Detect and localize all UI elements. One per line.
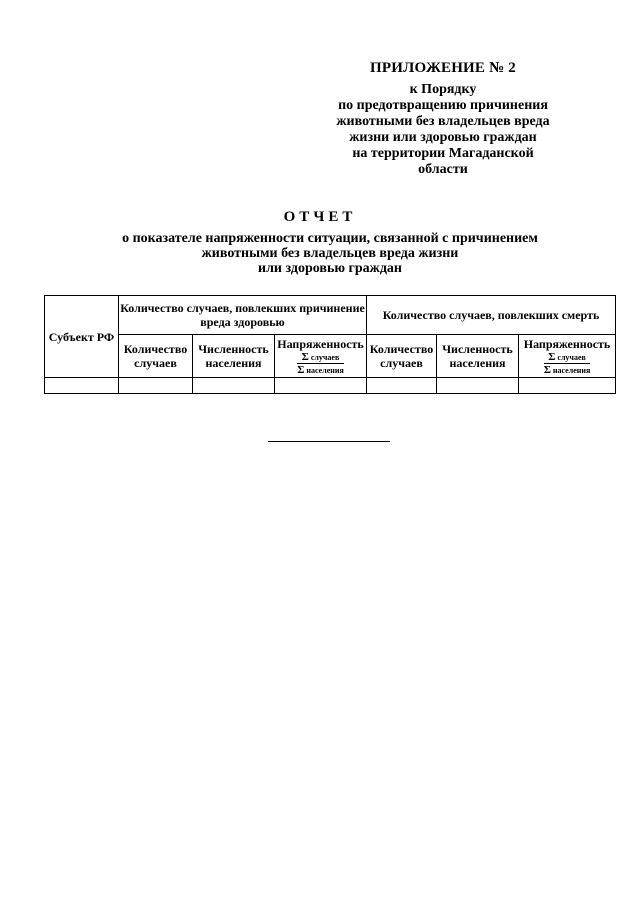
- population-header: Численность населения: [437, 335, 519, 378]
- group-health-header: Количество случаев, повлекших причинение вреда здоровью: [119, 296, 367, 335]
- table-cell: [437, 378, 519, 394]
- group-death-header: Количество случаев, повлекших смерть: [367, 296, 616, 335]
- table-cell: [367, 378, 437, 394]
- table-cell: [519, 378, 616, 394]
- table-subheader-row: [45, 335, 616, 378]
- separator-line: [268, 441, 390, 442]
- report-title: ОТЧЕТ: [283, 209, 357, 225]
- appendix-title: ПРИЛОЖЕНИЕ № 2: [369, 60, 517, 76]
- appendix-block: [318, 60, 568, 178]
- appendix-line: области: [418, 162, 468, 177]
- table-cell: [45, 378, 119, 394]
- table-cell: [119, 378, 193, 394]
- formula-numerator: случаев: [310, 352, 340, 362]
- tension-formula: [297, 350, 344, 376]
- sigma-symbol: Σ: [548, 350, 556, 363]
- formula-denominator: населения: [306, 365, 344, 375]
- formula-denominator: населения: [552, 365, 591, 375]
- table-header-row: [45, 296, 616, 335]
- report-subtitle-line: животными без владельцев вреда жизни: [201, 246, 459, 261]
- formula-numerator: случаев: [557, 352, 586, 362]
- tension-label: Напряженность: [277, 336, 364, 351]
- report-subtitle-line: о показателе напряженности ситуации, связанной с причинением: [122, 231, 538, 246]
- population-header: Численность населения: [193, 335, 275, 378]
- report-subtitle: [90, 231, 570, 276]
- tension-label: Напряженность: [523, 336, 611, 351]
- tension-formula: [543, 350, 591, 376]
- tension-header: [275, 335, 367, 378]
- appendix-line: животными без владельцев вреда: [336, 114, 550, 129]
- appendix-line: по предотвращению причинения: [338, 98, 548, 113]
- report-subtitle-line: или здоровью граждан: [258, 261, 402, 276]
- cases-header: Количество случаев: [367, 335, 437, 378]
- subject-header: Субъект РФ: [45, 296, 119, 378]
- report-table: [44, 295, 616, 394]
- table-cell: [193, 378, 275, 394]
- tension-header: [519, 335, 616, 378]
- sigma-symbol: Σ: [301, 350, 309, 363]
- appendix-line: на территории Магаданской: [352, 146, 534, 161]
- table-cell: [275, 378, 367, 394]
- sigma-symbol: Σ: [297, 363, 305, 376]
- appendix-line: жизни или здоровью граждан: [349, 130, 537, 145]
- appendix-line: к Порядку: [409, 82, 477, 97]
- sigma-symbol: Σ: [543, 363, 551, 376]
- cases-header: Количество случаев: [119, 335, 193, 378]
- table-row: [45, 378, 616, 394]
